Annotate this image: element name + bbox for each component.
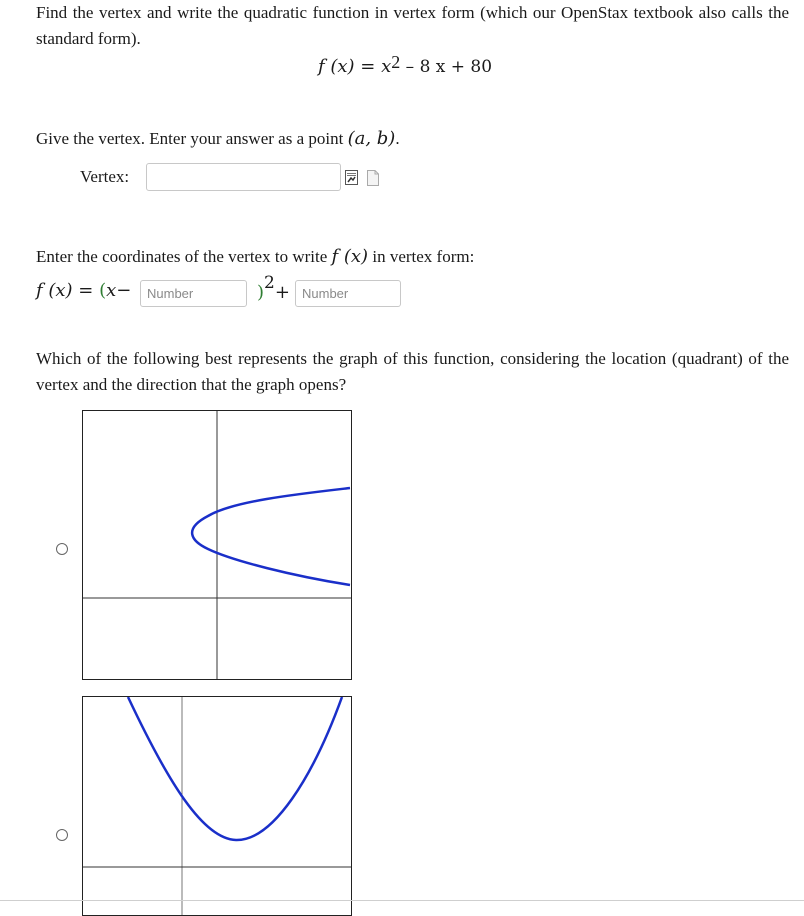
function-exponent: 2 [391, 52, 401, 72]
equation-open-paren: ( [99, 280, 107, 301]
part1-prompt-end: . [395, 129, 400, 148]
page-bottom-rule [0, 900, 804, 901]
equation-lhs: f (x) = [36, 280, 100, 301]
part3-prompt: Which of the following best represents the graph of this function, considering the location (quadrant) of the vertex and the direction that the graph opens? [36, 349, 789, 394]
k-input[interactable] [295, 280, 401, 307]
function-formula [318, 52, 493, 77]
vertex-input[interactable] [146, 163, 341, 191]
equation-plus: + [274, 282, 290, 303]
question-intro: Find the vertex and write the quadratic function in vertex form (which our OpenStax textbook also calls the standard form). [36, 3, 789, 48]
graph-option-1[interactable] [82, 410, 352, 680]
graph-option-2[interactable] [82, 696, 352, 916]
equation-close-paren: ) [257, 282, 265, 303]
equation-x: x [106, 280, 117, 301]
part2-prompt [36, 244, 789, 270]
help-icon[interactable] [366, 170, 380, 186]
h-input[interactable] [140, 280, 247, 307]
function-lhs: f (x) = x [318, 56, 392, 77]
graph-option-1-radio[interactable] [56, 543, 68, 555]
vertex-label: Vertex: [80, 167, 130, 186]
graph-option-2-radio[interactable] [56, 829, 68, 841]
part2-prompt-func: f (x) [331, 246, 369, 267]
function-rest: – 8 x + 80 [400, 57, 493, 77]
equation-minus: − [116, 280, 132, 301]
part2-prompt-text: Enter the coordinates of the vertex to write [36, 247, 332, 266]
part1-prompt-text: Give the vertex. Enter your answer as a point [36, 129, 348, 148]
part2-prompt-end: in vertex form: [368, 247, 475, 266]
part1-prompt-point: (a, b) [347, 128, 396, 149]
vertex-form-equation [36, 280, 131, 301]
part1-prompt [36, 126, 789, 152]
preview-icon[interactable] [345, 170, 359, 186]
vertex-form-tail [257, 273, 290, 303]
equation-square: 2 [264, 273, 275, 293]
